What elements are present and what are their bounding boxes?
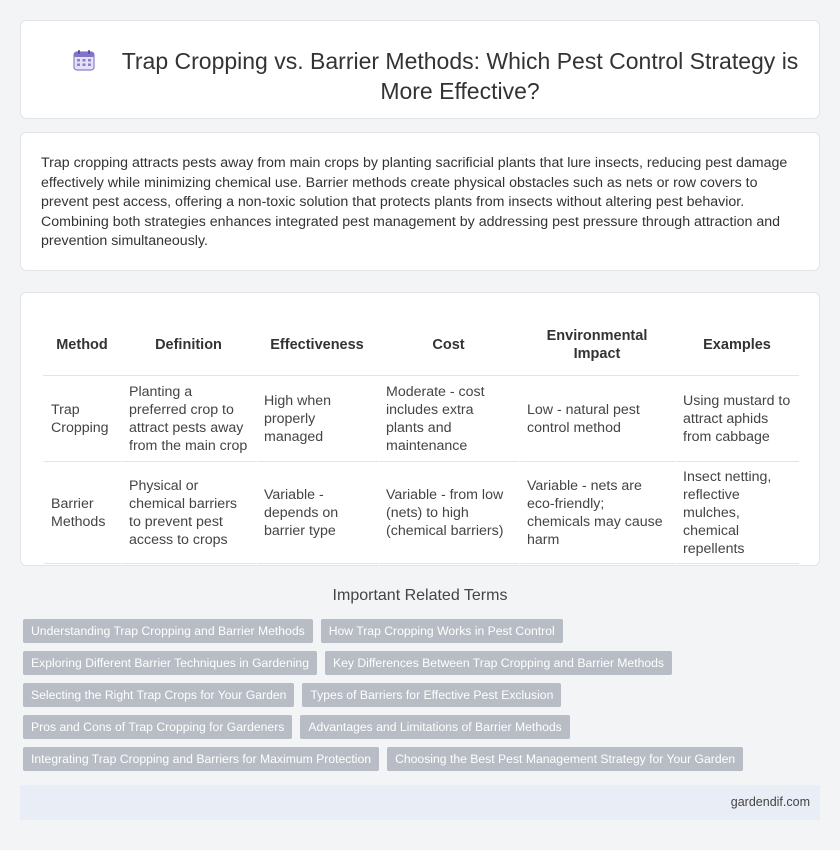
related-term-tag[interactable]: Advantages and Limitations of Barrier Methods	[300, 715, 569, 739]
related-term-tag[interactable]: Selecting the Right Trap Crops for Your Garden	[23, 683, 294, 707]
related-term-tag[interactable]: Exploring Different Barrier Techniques in Gardening	[23, 651, 317, 675]
related-term-tag[interactable]: Integrating Trap Cropping and Barriers for Maximum Protection	[23, 747, 379, 771]
table-cell: Moderate - cost includes extra plants and maintenance	[378, 376, 519, 462]
header-environmental-impact: Environmental Impact	[519, 314, 675, 376]
page-title: Trap Cropping vs. Barrier Methods: Which Pest Control Strategy is More Effective?	[121, 48, 799, 104]
table-cell: Using mustard to attract aphids from cabbage	[675, 376, 799, 462]
table-cell: Barrier Methods	[43, 462, 121, 564]
table-cell: Variable - nets are eco-friendly; chemicals may cause harm	[519, 462, 675, 564]
intro-paragraph: Trap cropping attracts pests away from main crops by planting sacrificial plants that lure insects, reducing pest damage effectively while minimizing chemical use. Barrier methods create physical obstacles such as nets or row covers to prevent pest access, offering a non-toxic solution that protects plants from insects without altering pest behavior. Combining both strategies enhances integrated pest management by addressing pest pressure through attraction and prevention simultaneously.	[41, 155, 788, 250]
header-effectiveness: Effectiveness	[256, 314, 378, 376]
related-term-tag[interactable]: Understanding Trap Cropping and Barrier Methods	[23, 619, 313, 643]
header-method: Method	[43, 314, 121, 376]
related-terms-list	[23, 619, 823, 771]
header-examples: Examples	[675, 314, 799, 376]
table-row	[43, 376, 799, 462]
table-cell: Insect netting, reflective mulches, chemical repellents	[675, 462, 799, 564]
related-term-tag[interactable]: How Trap Cropping Works in Pest Control	[321, 619, 563, 643]
related-term-tag[interactable]: Key Differences Between Trap Cropping and Barrier Methods	[325, 651, 672, 675]
header-cost: Cost	[378, 314, 519, 376]
table-cell: Low - natural pest control method	[519, 376, 675, 462]
footer-site-link[interactable]: gardendif.com	[730, 795, 810, 809]
related-terms-heading: Important Related Terms	[332, 587, 508, 604]
table-cell: Variable - depends on barrier type	[256, 462, 378, 564]
table-cell: High when properly managed	[256, 376, 378, 462]
related-term-tag[interactable]: Types of Barriers for Effective Pest Exclusion	[302, 683, 561, 707]
title-card	[20, 20, 820, 119]
related-term-tag[interactable]: Choosing the Best Pest Management Strategy for Your Garden	[387, 747, 743, 771]
table-cell: Physical or chemical barriers to prevent pest access to crops	[121, 462, 256, 564]
table-header-row	[43, 314, 799, 376]
comparison-table	[43, 314, 799, 564]
table-cell: Planting a preferred crop to attract pests away from the main crop	[121, 376, 256, 462]
related-term-tag[interactable]: Pros and Cons of Trap Cropping for Gardeners	[23, 715, 292, 739]
table-cell: Trap Cropping	[43, 376, 121, 462]
comparison-table-card	[20, 292, 820, 566]
header-definition: Definition	[121, 314, 256, 376]
table-row	[43, 462, 799, 564]
footer	[20, 785, 820, 820]
table-cell: Variable - from low (nets) to high (chemical barriers)	[378, 462, 519, 564]
intro-card	[20, 132, 820, 271]
